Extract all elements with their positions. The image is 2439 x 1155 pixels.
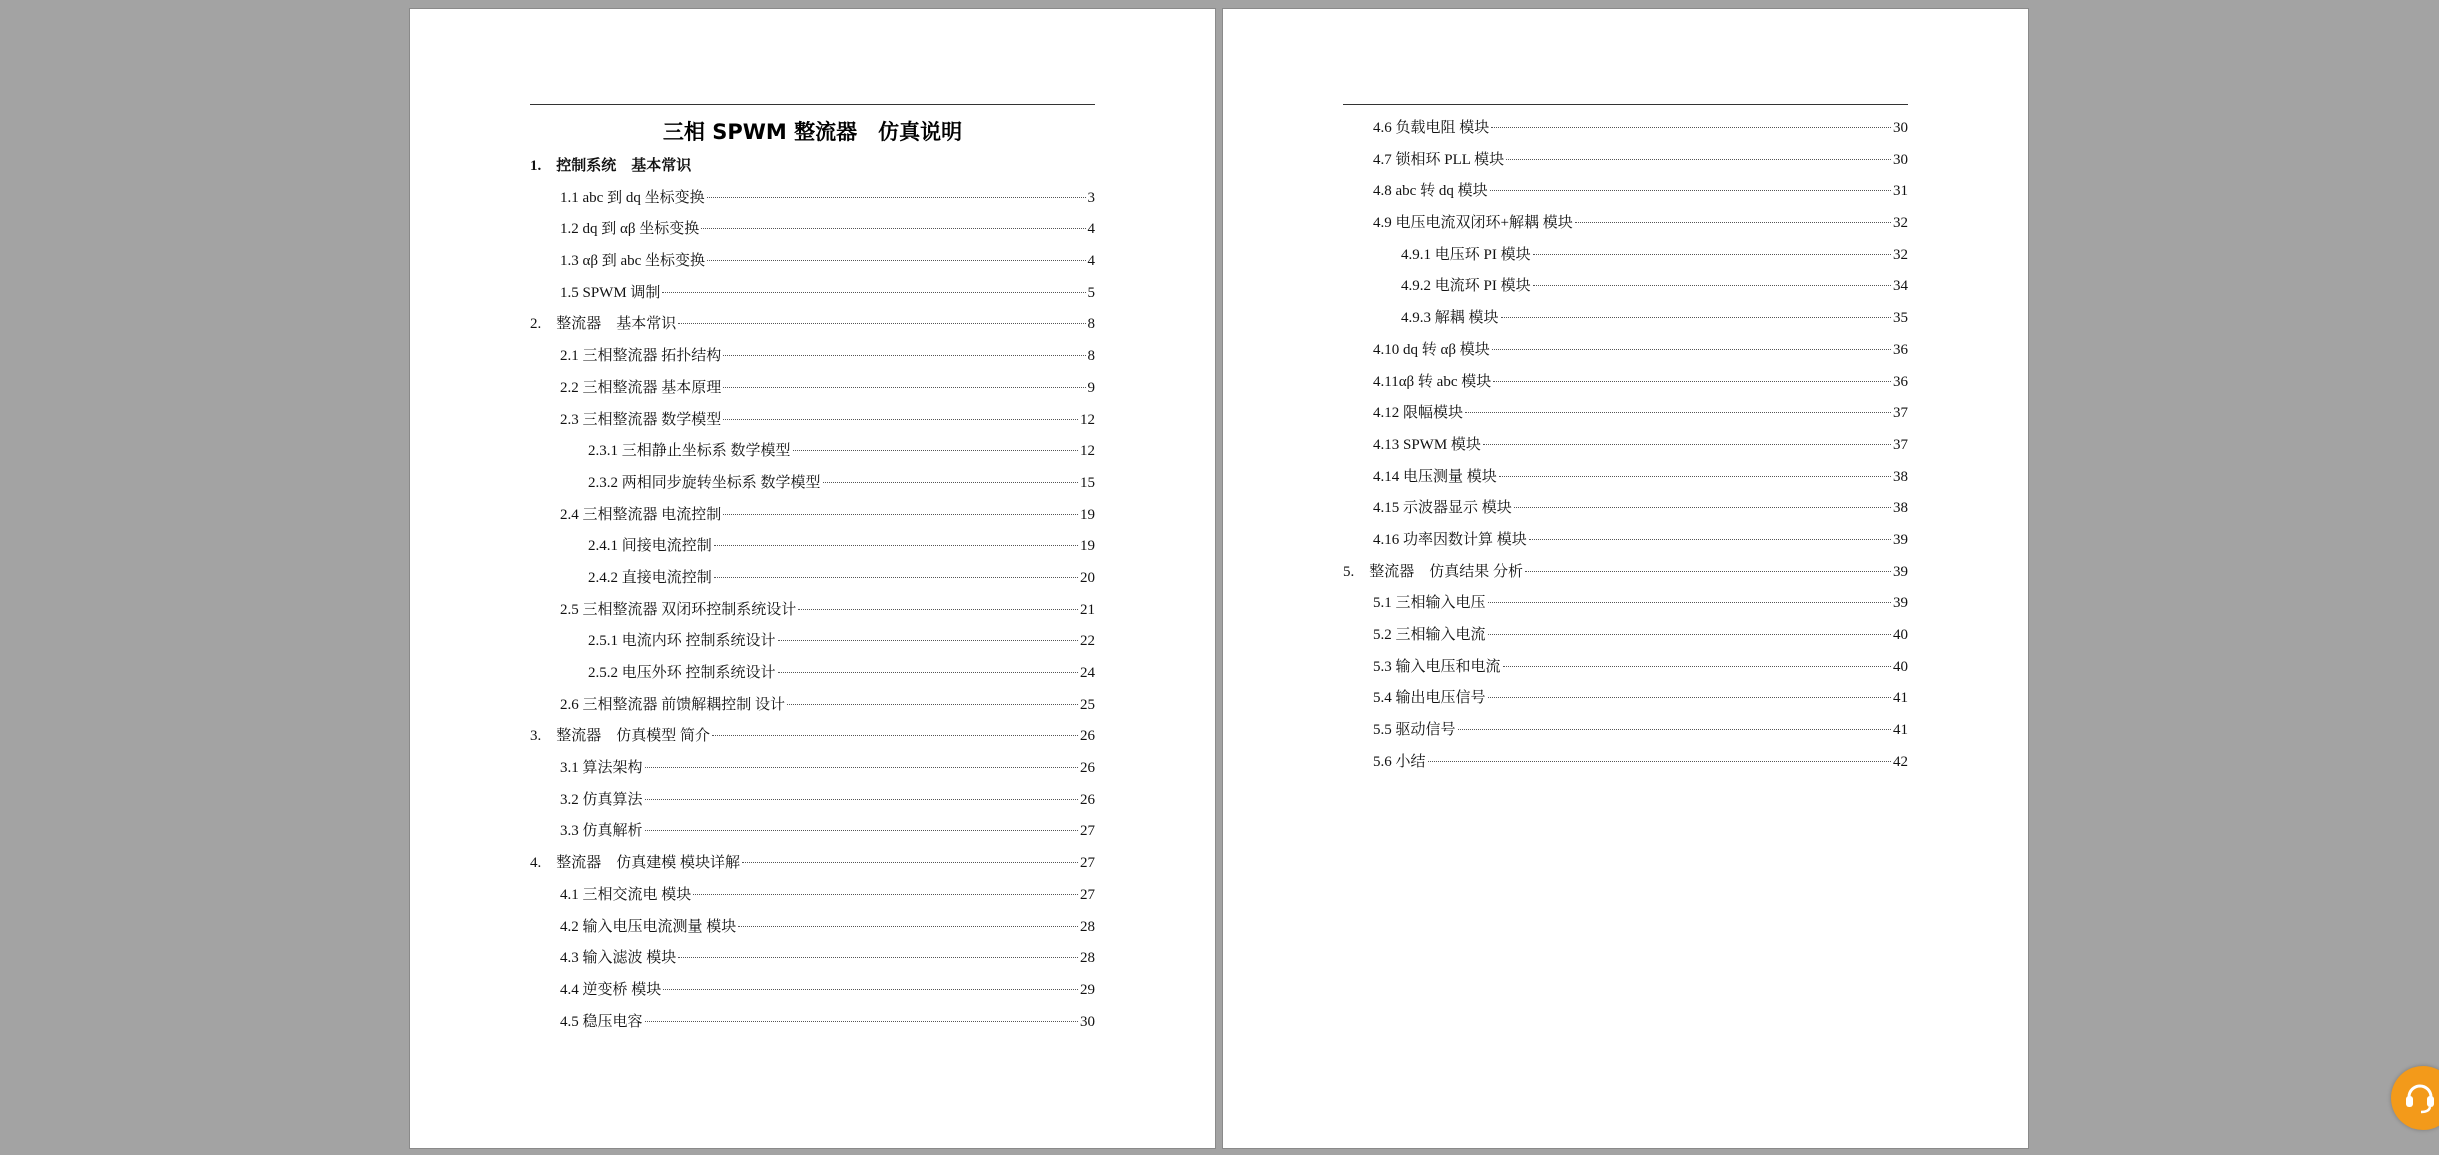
document-page-2 bbox=[1222, 8, 2029, 1149]
toc-entry[interactable] bbox=[1343, 398, 1908, 430]
toc-dot-leader bbox=[1525, 571, 1891, 572]
toc-page-number: 28 bbox=[1080, 950, 1095, 967]
toc-entry-title: 2.4 三相整流器 电流控制 bbox=[560, 506, 722, 523]
toc-dot-leader bbox=[1483, 444, 1891, 445]
toc-entry-title: 2.2 三相整流器 基本原理 bbox=[560, 379, 722, 396]
headset-icon bbox=[2405, 1080, 2435, 1114]
toc-dot-leader bbox=[1533, 254, 1891, 255]
toc-page-number: 40 bbox=[1893, 627, 1908, 643]
toc-entry-title: 4.9.3 解耦 模块 bbox=[1401, 310, 1499, 327]
toc-entry-title: 4.2 输入电压电流测量 模块 bbox=[560, 918, 737, 935]
toc-page-number: 41 bbox=[1893, 722, 1908, 739]
toc-entry-title: 5. 整流器 仿真结果 分析 bbox=[1343, 563, 1524, 580]
toc-entry[interactable] bbox=[1343, 620, 1908, 652]
toc-entry-title: 4.1 三相交流电 模块 bbox=[560, 886, 692, 903]
toc-dot-leader bbox=[1493, 381, 1891, 382]
toc-dot-leader bbox=[723, 419, 1078, 420]
toc-entry-title: 4.9 电压电流双闭环+解耦 模块 bbox=[1373, 215, 1573, 232]
toc-entry-title: 2.5.2 电压外环 控制系统设计 bbox=[588, 665, 776, 681]
toc-entry[interactable] bbox=[530, 658, 1095, 690]
toc-dot-leader bbox=[1465, 412, 1891, 413]
toc-dot-leader bbox=[645, 767, 1078, 768]
toc-entry-title: 4.12 限幅模块 bbox=[1373, 405, 1464, 422]
toc-entry-title: 4.10 dq 转 αβ 模块 bbox=[1373, 341, 1490, 358]
toc-entry[interactable] bbox=[530, 912, 1095, 944]
toc-dot-leader bbox=[645, 830, 1078, 831]
toc-entry-title: 4.5 稳压电容 bbox=[560, 1013, 643, 1030]
toc-dot-leader bbox=[823, 482, 1078, 483]
toc-page-number: 38 bbox=[1893, 468, 1908, 485]
toc-dot-leader bbox=[1514, 507, 1891, 508]
document-page-1 bbox=[409, 8, 1216, 1149]
toc-dot-leader bbox=[662, 292, 1085, 293]
toc-page-number: 15 bbox=[1080, 474, 1095, 491]
toc-entry[interactable] bbox=[530, 531, 1095, 563]
toc-page-number: 36 bbox=[1893, 373, 1908, 390]
toc-dot-leader bbox=[1428, 761, 1891, 762]
toc-page-number: 24 bbox=[1080, 665, 1095, 681]
toc-entry-title: 1.5 SPWM 调制 bbox=[560, 284, 661, 301]
toc-page-number: 28 bbox=[1080, 918, 1095, 935]
toc-dot-leader bbox=[1488, 634, 1891, 635]
toc-page-number: 3 bbox=[1087, 189, 1095, 206]
toc-page-number: 36 bbox=[1893, 341, 1908, 358]
toc-entry[interactable] bbox=[530, 183, 1095, 215]
table-of-contents bbox=[530, 151, 1095, 1038]
toc-page-number: 5 bbox=[1087, 284, 1095, 301]
toc-dot-leader bbox=[678, 323, 1085, 324]
toc-entry[interactable] bbox=[1343, 303, 1908, 335]
toc-page-number: 9 bbox=[1087, 379, 1095, 396]
header-rule bbox=[530, 104, 1095, 105]
toc-page-number: 26 bbox=[1080, 760, 1095, 777]
toc-entry[interactable] bbox=[1343, 683, 1908, 715]
toc-entry[interactable] bbox=[530, 309, 1095, 341]
toc-dot-leader bbox=[723, 355, 1085, 356]
header-rule bbox=[1343, 104, 1908, 105]
toc-entry-title: 2. 整流器 基本常识 bbox=[530, 316, 677, 333]
toc-entry-title: 1.1 abc 到 dq 坐标变换 bbox=[560, 189, 705, 206]
toc-page-number: 27 bbox=[1080, 855, 1095, 872]
toc-entry-title: 4.9.2 电流环 PI 模块 bbox=[1401, 278, 1531, 295]
toc-entry-title: 5.6 小结 bbox=[1373, 753, 1426, 770]
toc-entry-title: 3.1 算法架构 bbox=[560, 760, 643, 777]
toc-page-number: 27 bbox=[1080, 886, 1095, 903]
toc-dot-leader bbox=[1506, 159, 1891, 160]
toc-page-number: 27 bbox=[1080, 823, 1095, 840]
toc-dot-leader bbox=[645, 799, 1078, 800]
toc-dot-leader bbox=[1492, 349, 1891, 350]
customer-support-button[interactable] bbox=[2391, 1066, 2439, 1130]
toc-entry-title: 2.1 三相整流器 拓扑结构 bbox=[560, 348, 722, 365]
toc-page-number: 38 bbox=[1893, 500, 1908, 517]
toc-entry[interactable] bbox=[1343, 145, 1908, 177]
toc-page-number: 4 bbox=[1087, 221, 1095, 238]
toc-entry-title: 4.7 锁相环 PLL 模块 bbox=[1373, 151, 1505, 168]
document-title: 三相 SPWM 整流器 仿真说明 bbox=[662, 120, 963, 144]
toc-page-number: 12 bbox=[1080, 411, 1095, 428]
toc-entry-title: 2.6 三相整流器 前馈解耦控制 设计 bbox=[560, 696, 786, 713]
toc-page-number: 30 bbox=[1893, 120, 1908, 136]
toc-dot-leader bbox=[1458, 729, 1891, 730]
toc-dot-leader bbox=[1501, 317, 1891, 318]
toc-entry[interactable] bbox=[1343, 493, 1908, 525]
toc-entry-title: 5.3 输入电压和电流 bbox=[1373, 658, 1501, 675]
toc-entry[interactable] bbox=[530, 816, 1095, 848]
toc-dot-leader bbox=[1491, 127, 1891, 128]
toc-entry-title: 2.5 三相整流器 双闭环控制系统设计 bbox=[560, 601, 797, 618]
toc-entry-title: 5.2 三相输入电流 bbox=[1373, 627, 1486, 643]
toc-entry[interactable] bbox=[530, 151, 1095, 183]
toc-dot-leader bbox=[738, 926, 1078, 927]
toc-entry-title: 4.6 负载电阻 模块 bbox=[1373, 120, 1490, 136]
toc-dot-leader bbox=[778, 672, 1078, 673]
toc-page-number: 22 bbox=[1080, 633, 1095, 650]
toc-page-number: 30 bbox=[1080, 1013, 1095, 1030]
toc-entry-title: 4.8 abc 转 dq 模块 bbox=[1373, 183, 1488, 200]
toc-entry[interactable] bbox=[530, 405, 1095, 437]
toc-page-number: 20 bbox=[1080, 569, 1095, 586]
toc-entry[interactable] bbox=[530, 595, 1095, 627]
toc-dot-leader bbox=[787, 704, 1078, 705]
toc-entry[interactable] bbox=[530, 436, 1095, 468]
toc-entry-title: 4. 整流器 仿真建模 模块详解 bbox=[530, 855, 741, 872]
toc-entry[interactable] bbox=[1343, 557, 1908, 589]
toc-page-number: 32 bbox=[1893, 246, 1908, 263]
toc-entry-title: 1.2 dq 到 αβ 坐标变换 bbox=[560, 221, 700, 238]
toc-page-number: 37 bbox=[1893, 436, 1908, 453]
toc-dot-leader bbox=[1529, 539, 1891, 540]
toc-entry-title: 2.5.1 电流内环 控制系统设计 bbox=[588, 633, 776, 650]
toc-entry-title: 4.4 逆变桥 模块 bbox=[560, 981, 662, 998]
toc-entry[interactable] bbox=[1343, 652, 1908, 684]
toc-entry[interactable] bbox=[530, 341, 1095, 373]
toc-entry[interactable] bbox=[530, 1007, 1095, 1039]
toc-entry-title: 5.4 输出电压信号 bbox=[1373, 690, 1486, 707]
toc-dot-leader bbox=[1533, 285, 1891, 286]
toc-page-number: 40 bbox=[1893, 658, 1908, 675]
toc-entry-title: 5.5 驱动信号 bbox=[1373, 722, 1456, 739]
toc-page-number: 39 bbox=[1893, 563, 1908, 580]
toc-page-number: 39 bbox=[1893, 595, 1908, 612]
table-of-contents-continued bbox=[1343, 113, 1908, 778]
toc-dot-leader bbox=[712, 735, 1078, 736]
toc-entry[interactable] bbox=[530, 500, 1095, 532]
toc-entry[interactable] bbox=[530, 626, 1095, 658]
toc-entry[interactable] bbox=[530, 848, 1095, 880]
toc-dot-leader bbox=[707, 260, 1085, 261]
toc-entry[interactable] bbox=[1343, 462, 1908, 494]
toc-entry[interactable] bbox=[530, 468, 1095, 500]
toc-entry[interactable] bbox=[530, 975, 1095, 1007]
toc-entry-title: 2.4.1 间接电流控制 bbox=[588, 538, 712, 555]
toc-entry[interactable] bbox=[1343, 240, 1908, 272]
toc-page-number: 32 bbox=[1893, 215, 1908, 232]
toc-page-number: 21 bbox=[1080, 601, 1095, 618]
toc-entry-title: 3. 整流器 仿真模型 简介 bbox=[530, 728, 711, 745]
toc-entry[interactable] bbox=[1343, 335, 1908, 367]
toc-entry[interactable] bbox=[530, 373, 1095, 405]
toc-entry-title: 2.3.2 两相同步旋转坐标系 数学模型 bbox=[588, 474, 821, 491]
toc-entry[interactable] bbox=[1343, 430, 1908, 462]
toc-entry[interactable] bbox=[1343, 525, 1908, 557]
toc-dot-leader bbox=[663, 989, 1078, 990]
toc-entry-title: 1. 控制系统 基本常识 bbox=[530, 158, 692, 174]
toc-entry[interactable] bbox=[530, 563, 1095, 595]
toc-entry-title: 2.3.1 三相静止坐标系 数学模型 bbox=[588, 443, 791, 460]
toc-entry[interactable] bbox=[530, 753, 1095, 785]
toc-entry-title: 2.3 三相整流器 数学模型 bbox=[560, 411, 722, 428]
toc-page-number: 25 bbox=[1080, 696, 1095, 713]
toc-dot-leader bbox=[742, 862, 1078, 863]
page-content bbox=[1343, 113, 1908, 778]
toc-page-number: 37 bbox=[1893, 405, 1908, 422]
toc-entry[interactable] bbox=[530, 214, 1095, 246]
toc-dot-leader bbox=[714, 577, 1078, 578]
toc-entry-title: 5.1 三相输入电压 bbox=[1373, 595, 1486, 612]
toc-page-number: 12 bbox=[1080, 443, 1095, 460]
toc-entry[interactable] bbox=[530, 278, 1095, 310]
toc-page-number: 31 bbox=[1893, 183, 1908, 200]
toc-page-number: 4 bbox=[1087, 253, 1095, 270]
toc-dot-leader bbox=[714, 545, 1078, 546]
toc-page-number: 26 bbox=[1080, 791, 1095, 808]
toc-dot-leader bbox=[723, 387, 1085, 388]
toc-entry-title: 3.3 仿真解析 bbox=[560, 823, 643, 840]
toc-page-number: 41 bbox=[1893, 690, 1908, 707]
toc-dot-leader bbox=[1575, 222, 1891, 223]
toc-entry-title: 4.15 示波器显示 模块 bbox=[1373, 500, 1512, 517]
toc-page-number: 42 bbox=[1893, 753, 1908, 770]
toc-entry[interactable] bbox=[1343, 113, 1908, 145]
toc-entry[interactable] bbox=[530, 721, 1095, 753]
toc-dot-leader bbox=[707, 197, 1086, 198]
toc-entry-title: 4.14 电压测量 模块 bbox=[1373, 468, 1497, 485]
toc-entry[interactable] bbox=[530, 943, 1095, 975]
page-content bbox=[530, 115, 1095, 1038]
toc-entry[interactable] bbox=[1343, 176, 1908, 208]
toc-entry[interactable] bbox=[1343, 367, 1908, 399]
toc-entry-title: 4.13 SPWM 模块 bbox=[1373, 436, 1481, 453]
toc-entry[interactable] bbox=[1343, 747, 1908, 779]
toc-page-number: 39 bbox=[1893, 531, 1908, 548]
toc-page-number: 26 bbox=[1080, 728, 1095, 745]
toc-dot-leader bbox=[1488, 602, 1891, 603]
toc-dot-leader bbox=[778, 640, 1078, 641]
toc-entry[interactable] bbox=[530, 880, 1095, 912]
toc-entry[interactable] bbox=[1343, 715, 1908, 747]
toc-dot-leader bbox=[798, 609, 1078, 610]
toc-entry-title: 4.11αβ 转 abc 模块 bbox=[1373, 373, 1492, 390]
toc-entry-title: 4.16 功率因数计算 模块 bbox=[1373, 531, 1527, 548]
toc-dot-leader bbox=[793, 450, 1078, 451]
toc-entry-title: 3.2 仿真算法 bbox=[560, 791, 643, 808]
toc-entry[interactable] bbox=[530, 690, 1095, 722]
toc-page-number: 19 bbox=[1080, 506, 1095, 523]
toc-page-number: 8 bbox=[1087, 316, 1095, 333]
toc-dot-leader bbox=[693, 894, 1078, 895]
toc-page-number: 8 bbox=[1087, 348, 1095, 365]
toc-page-number: 35 bbox=[1893, 310, 1908, 327]
toc-entry[interactable] bbox=[530, 785, 1095, 817]
toc-dot-leader bbox=[1503, 666, 1891, 667]
toc-dot-leader bbox=[1488, 697, 1891, 698]
toc-entry-title: 1.3 αβ 到 abc 坐标变换 bbox=[560, 253, 706, 270]
toc-page-number: 19 bbox=[1080, 538, 1095, 555]
toc-dot-leader bbox=[701, 228, 1085, 229]
toc-page-number: 30 bbox=[1893, 151, 1908, 168]
toc-entry-title: 2.4.2 直接电流控制 bbox=[588, 569, 712, 586]
toc-entry[interactable] bbox=[1343, 588, 1908, 620]
toc-dot-leader bbox=[678, 957, 1078, 958]
toc-entry[interactable] bbox=[1343, 208, 1908, 240]
toc-dot-leader bbox=[645, 1021, 1078, 1022]
toc-dot-leader bbox=[1490, 190, 1891, 191]
toc-page-number: 34 bbox=[1893, 278, 1908, 295]
toc-dot-leader bbox=[723, 514, 1078, 515]
toc-page-number: 29 bbox=[1080, 981, 1095, 998]
toc-entry-title: 4.9.1 电压环 PI 模块 bbox=[1401, 246, 1531, 263]
toc-dot-leader bbox=[1499, 476, 1891, 477]
toc-entry[interactable] bbox=[1343, 271, 1908, 303]
toc-entry-title: 4.3 输入滤波 模块 bbox=[560, 950, 677, 967]
toc-entry[interactable] bbox=[530, 246, 1095, 278]
